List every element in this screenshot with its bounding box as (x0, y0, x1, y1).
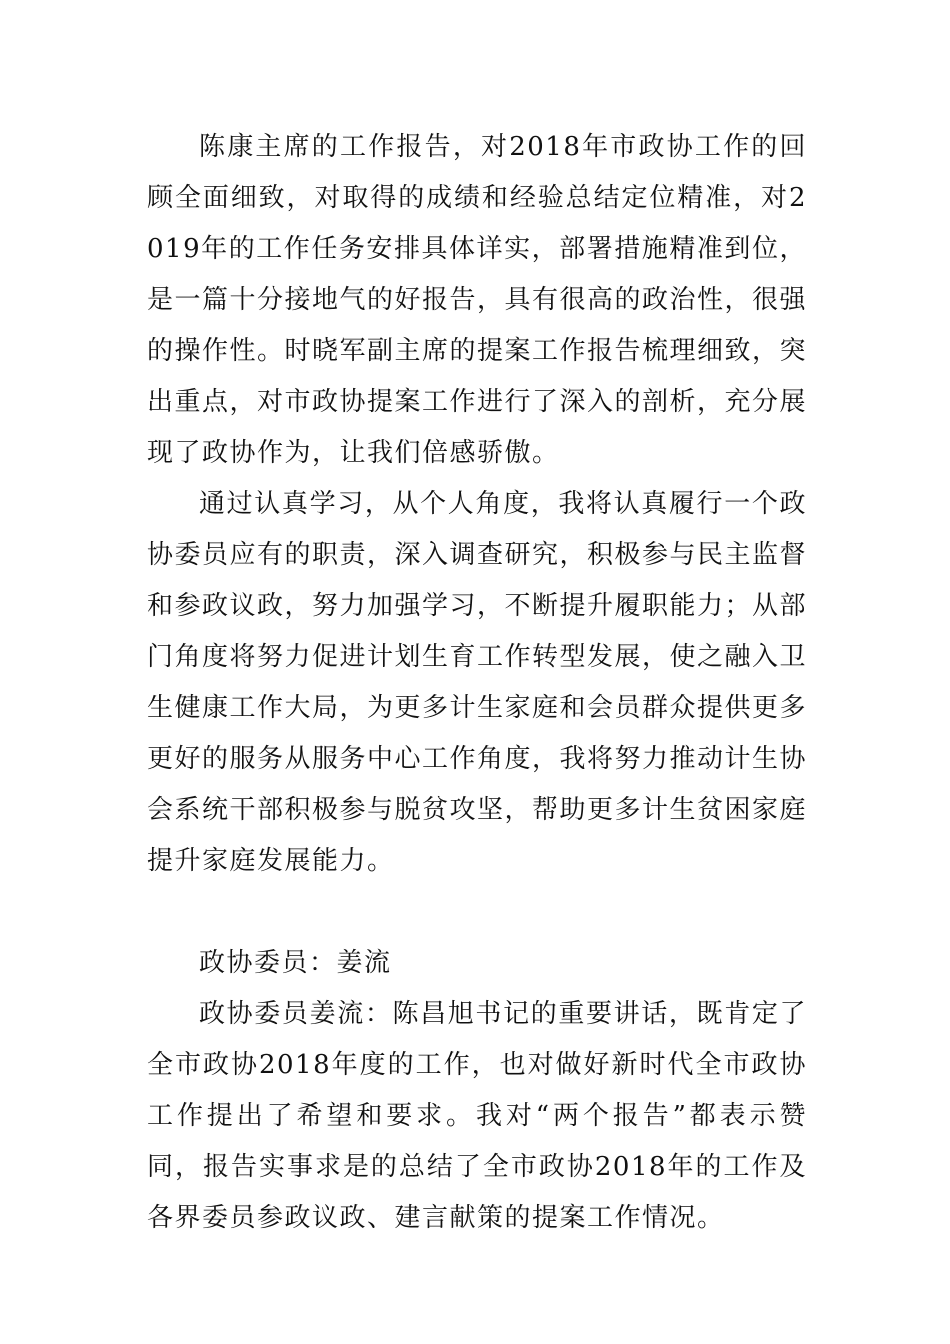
paragraph-personal-commitment: 通过认真学习，从个人角度，我将认真履行一个政协委员应有的职责，深入调查研究，积极参与民主监督和参政议政，努力加强学习，不断提升履职能力；从部门角度将努力促进计划生育工作转型发展，使之融入卫生健康工作大局，为更多计生家庭和会员群众提供更多更好的服务从服务中心工作角度，我将努力推动计生协会系统干部积极参与脱贫攻坚，帮助更多计生贫困家庭提升家庭发展能力。 (147, 489, 808, 876)
paragraph-speaker-remarks: 政协委员姜流：陈昌旭书记的重要讲话，既肯定了全市政协2018年度的工作，也对做好新时代全市政协工作提出了希望和要求。我对“两个报告”都表示赞同，报告实事求是的总结了全市政协2018年的工作及各界委员参政议政、建言献策的提案工作情况。 (147, 999, 807, 1233)
paragraph-gap (147, 887, 807, 938)
document-body (147, 122, 807, 1244)
speaker-heading: 政协委员：姜流 (199, 948, 392, 978)
paragraph-chair-report: 陈康主席的工作报告，对2018年市政协工作的回顾全面细致，对取得的成绩和经验总结定位精准，对2019年的工作任务安排具体详实，部署措施精准到位，是一篇十分接地气的好报告，具有很高的政治性，很强的操作性。时晓军副主席的提案工作报告梳理细致，突出重点，对市政协提案工作进行了深入的剖析，充分展现了政协作为，让我们倍感骄傲。 (147, 132, 808, 468)
